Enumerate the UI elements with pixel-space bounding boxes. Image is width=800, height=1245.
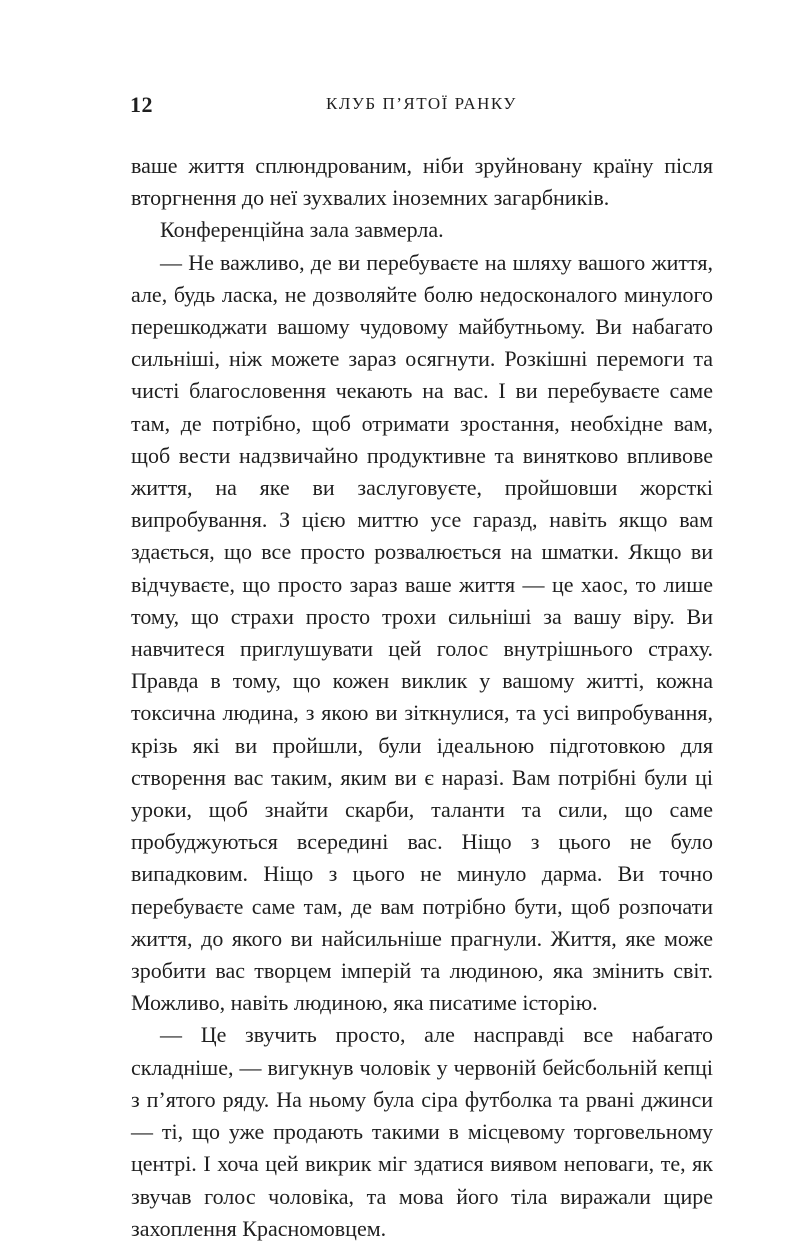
paragraph-continuation: ваше життя сплюндрованим, ніби зруйновану країну після вторгнення до неї зухвалих іноземних загарбників. (131, 153, 713, 211)
page-number: 12 (130, 92, 153, 117)
paragraph-speech: — Не важливо, де ви перебуваєте на шляху вашого життя, але, будь ласка, не дозволяйте болю недосконалого минулого перешкоджати вашому чудовому майбутньому. Ви набагато сильніші, ніж можете зараз осягнути. Розкішні перемоги та чисті благословення чекають на вас. І ви перебуваєте саме там, де потрібно, щоб отримати зростання, необхідне вам, щоб вести надзвичайно продуктивне та винятково впливове життя, на яке ви заслуговуєте, пройшовши жорсткі випробування. З цією миттю усе гаразд, навіть якщо вам здається, що все просто розвалюється на шматки. Якщо ви відчуваєте, що просто зараз ваше життя — це хаос, то лише тому, що страхи просто трохи сильніші за вашу віру. Ви навчитеся приглушувати цей голос внутрішнього страху. Правда в тому, що кожен виклик у вашому житті, кожна токсична людина, з якою ви зіткнулися, та усі випробування, крізь які ви пройшли, були ідеальною підготовкою для створення вас таким, яким ви є наразі. Вам потрібні були ці уроки, щоб знайти скарби, таланти та сили, що саме пробуджуються всередині вас. Ніщо з цього не було випадковим. Ніщо з цього не минуло дарма. Ви точно перебуваєте саме там, де вам потрібно бути, щоб розпочати життя, до якого ви найсильніше прагнули. Життя, яке може зробити вас творцем імперій та людиною, яка змінить світ. Можливо, навіть людиною, яка писатиме історію. (131, 249, 713, 1016)
body-text (131, 150, 713, 1245)
paragraph-reply: — Це звучить просто, але насправді все набагато складніше, — вигукнув чоловік у червоній бейсбольній кепці з п’ятого ряду. На ньому була сіра футболка та рвані джинси — ті, що уже продають такими в місцевому торговельному центрі. І хоча цей викрик міг здатися виявом неповаги, те, як звучав голос чоловіка, та мова його тіла виражали щире захоплення Красномовцем. (131, 1022, 713, 1241)
paragraph: Конференційна зала завмерла. (160, 217, 444, 243)
running-title: КЛУБ П’ЯТОЇ РАНКУ (326, 94, 517, 113)
running-head (130, 92, 713, 120)
